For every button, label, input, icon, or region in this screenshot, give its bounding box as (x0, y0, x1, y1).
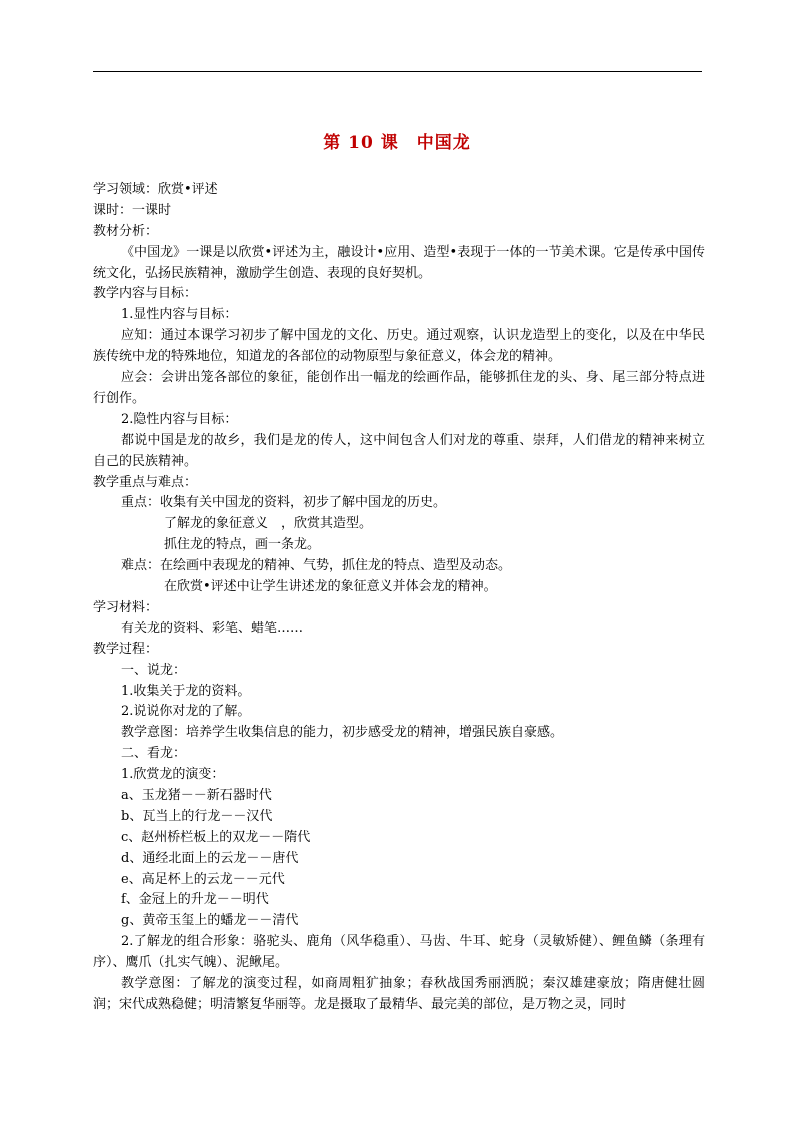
list-item: e、高足杯上的云龙－－元代 (121, 871, 285, 887)
text-line: 在欣赏•评述中让学生讲述龙的象征意义并体会龙的精神。 (164, 579, 497, 595)
list-item: c、赵州桥栏板上的双龙－－隋代 (121, 829, 311, 845)
text-line: 教材分析： (93, 223, 159, 239)
paragraph: 教学意图：了解龙的演变过程，如商周粗犷抽象；春秋战国秀丽洒脱；秦汉雄建豪放；隋唐健壮圆润；宋代成熟稳健；明清繁复华丽等。龙是摄取了最精华、最完美的部位，是万物之灵，同时 (93, 976, 705, 1012)
document-body (93, 180, 705, 1016)
text-line: 难点：在绘画中表现龙的精神、气势，抓住龙的特点、造型及动态。 (121, 558, 512, 574)
text-line: 了解龙的象征意义 ，欣赏其造型。 (164, 516, 373, 532)
list-item: f、金冠上的升龙－－明代 (121, 892, 269, 908)
text-line: 学习领域：欣赏•评述 (93, 182, 218, 197)
paragraph: 《中国龙》一课是以欣赏•评述为主，融设计•应用、造型•表现于一体的一节美术课。它是传承中国传统文化，弘扬民族精神，激励学生创造、表现的良好契机。 (93, 244, 705, 281)
list-item: g、黄帝玉玺上的蟠龙－－清代 (121, 913, 299, 929)
text-line: 1.收集关于龙的资料。 (121, 683, 251, 699)
text-line: 教学重点与难点： (93, 474, 198, 490)
paragraph: 应会：会讲出笼各部位的象征，能创作出一幅龙的绘画作品，能够抓住龙的头、身、尾三部分特点进行创作。 (93, 370, 705, 406)
text-line: 重点：收集有关中国龙的资料，初步了解中国龙的历史。 (121, 495, 447, 511)
text-line: 学习材料： (93, 599, 159, 615)
list-item: a、玉龙猪－－新石器时代 (121, 787, 272, 803)
paragraph: 2.了解龙的组合形象：骆驼头、鹿角（风华稳重）、马齿、牛耳、蛇身（灵敏矫健）、鲤鱼鳞（条理有序）、鹰爪（扎实气魄）、泥鳅尾。 (93, 934, 705, 971)
page-title: 第 10 课 中国龙 (323, 133, 471, 153)
text-line: 教学内容与目标： (93, 286, 198, 302)
paragraph: 都说中国是龙的故乡，我们是龙的传人，这中间包含人们对龙的尊重、崇拜，人们借龙的精神来树立自己的民族精神。 (93, 432, 705, 469)
paragraph: 应知：通过本课学习初步了解中国龙的文化、历史。通过观察，认识龙造型上的变化，以及在中华民族传统中龙的特殊地位，知道龙的各部位的动物原型与象征意义，体会龙的精神。 (93, 328, 705, 365)
list-item: d、通经北面上的云龙－－唐代 (121, 850, 299, 866)
list-item: b、瓦当上的行龙－－汉代 (121, 808, 273, 824)
text-line: 2.隐性内容与目标： (121, 411, 238, 427)
text-line: 教学意图：培养学生收集信息的能力，初步感受龙的精神，增强民族自豪感。 (121, 725, 564, 741)
text-line: 一、说龙： (121, 662, 187, 678)
text-line: 教学过程： (93, 641, 159, 657)
text-line: 抓住龙的特点，画一条龙。 (164, 537, 321, 553)
text-line: 1.欣赏龙的演变： (121, 767, 225, 783)
text-line: 课时：一课时 (93, 202, 172, 218)
text-line: 2.说说你对龙的了解。 (121, 704, 251, 720)
text-line: 有关龙的资料、彩笔、蜡笔…… (121, 620, 304, 636)
header-rule (93, 71, 702, 72)
text-line: 1.显性内容与目标： (121, 307, 238, 323)
text-line: 二、看龙： (121, 746, 187, 762)
